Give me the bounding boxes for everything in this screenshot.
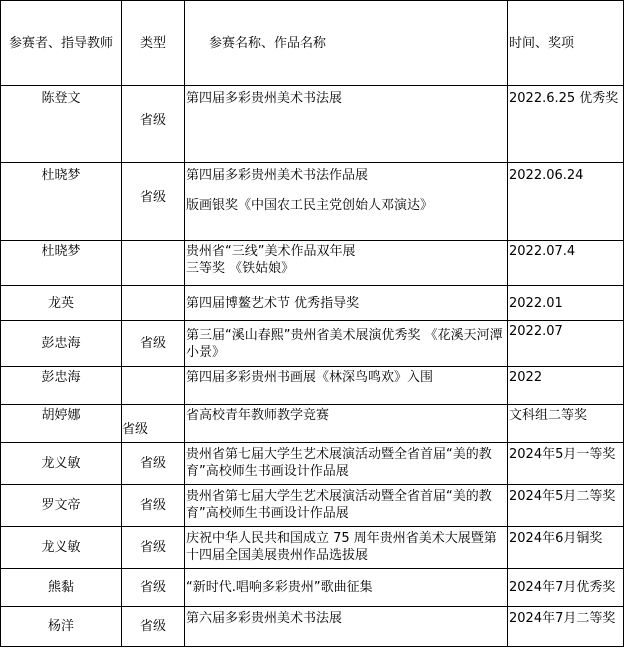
time-award-cell: 2024年5月二等奖: [508, 485, 624, 527]
participant-cell: 杜晓梦: [1, 241, 122, 286]
event-cell: 第四届多彩贵州美术书法展: [185, 86, 508, 163]
event-cell: 贵州省第七届大学生艺术展演活动暨全省首届“美的教育”高校师生书画设计作品展: [185, 443, 508, 485]
participant-cell: 陈登文: [1, 86, 122, 163]
participant-cell: 胡婷娜: [1, 405, 122, 443]
time-award-cell: 2024年6月铜奖: [508, 527, 624, 569]
type-cell: 省级: [122, 163, 185, 241]
event-cell: 第三届“溪山春熙”贵州省美术展演优秀奖 《花溪天河潭小景》: [185, 321, 508, 367]
event-line: 三等奖 《铁姑娘》: [186, 261, 295, 276]
time-award-cell: 文科组二等奖: [508, 405, 624, 443]
event-cell: [185, 241, 508, 286]
participant-cell: 罗文帝: [1, 485, 122, 527]
type-cell: 省级: [122, 86, 185, 163]
table-row: [1, 485, 624, 527]
time-award-cell: 2022: [508, 367, 624, 405]
time-award-cell: 2024年5月一等奖: [508, 443, 624, 485]
time-award-cell: 2022.07.4: [508, 241, 624, 286]
type-cell: [122, 286, 185, 321]
type-cell: 省级: [122, 321, 185, 367]
participant-cell: 彭忠海: [1, 321, 122, 367]
table-row: [1, 443, 624, 485]
event-cell: “新时代.唱响多彩贵州”歌曲征集: [185, 569, 508, 607]
event-line: 版画银奖《中国农工民主党创始人邓演达》: [186, 198, 434, 213]
table-row: [1, 607, 624, 647]
type-cell: 省级: [122, 443, 185, 485]
time-award-cell: 2022.06.24: [508, 163, 624, 241]
header-event: 参赛名称、作品名称: [185, 1, 508, 86]
participant-cell: 杨洋: [1, 607, 122, 647]
participant-cell: 龙英: [1, 286, 122, 321]
event-cell: [185, 163, 508, 241]
participant-cell: 彭忠海: [1, 367, 122, 405]
type-cell: 省级: [122, 485, 185, 527]
header-time-award: 时间、奖项: [508, 1, 624, 86]
event-line: 第四届多彩贵州美术书法作品展: [186, 168, 369, 183]
participant-cell: 龙义敏: [1, 527, 122, 569]
table-row: [1, 163, 624, 241]
participant-cell: 熊黏: [1, 569, 122, 607]
event-cell: 第四届博鳌艺术节 优秀指导奖: [185, 286, 508, 321]
time-award-cell: 2024年7月优秀奖: [508, 569, 624, 607]
participant-cell: 杜晓梦: [1, 163, 122, 241]
table-row: [1, 405, 624, 443]
time-award-cell: 2024年7月二等奖: [508, 607, 624, 647]
type-cell: [122, 367, 185, 405]
table-row: [1, 569, 624, 607]
event-cell: 贵州省第七届大学生艺术展演活动暨全省首届“美的教育”高校师生书画设计作品展: [185, 485, 508, 527]
type-cell: 省级: [122, 405, 185, 443]
type-cell: [122, 241, 185, 286]
table-row: [1, 241, 624, 286]
type-cell: 省级: [122, 527, 185, 569]
event-cell: 省高校青年教师教学竞赛: [185, 405, 508, 443]
table-row: [1, 286, 624, 321]
header-row: [1, 1, 624, 86]
type-cell: 省级: [122, 607, 185, 647]
event-cell: 庆祝中华人民共和国成立 75 周年贵州省美术大展暨第十四届全国美展贵州作品选拔展: [185, 527, 508, 569]
type-cell: 省级: [122, 569, 185, 607]
time-award-cell: 2022.01: [508, 286, 624, 321]
table-row: [1, 367, 624, 405]
header-participant: 参赛者、指导教师: [1, 1, 122, 86]
event-cell: 第四届多彩贵州书画展《林深鸟鸣欢》入围: [185, 367, 508, 405]
table-row: [1, 321, 624, 367]
time-award-cell: 2022.6.25 优秀奖: [508, 86, 624, 163]
event-cell: 第六届多彩贵州美术书法展: [185, 607, 508, 647]
header-type: 类型: [122, 1, 185, 86]
event-line: 贵州省“三线”美术作品双年展: [186, 244, 356, 259]
table-row: [1, 86, 624, 163]
time-award-cell: 2022.07: [508, 321, 624, 367]
table-row: [1, 527, 624, 569]
participant-cell: 龙义敏: [1, 443, 122, 485]
